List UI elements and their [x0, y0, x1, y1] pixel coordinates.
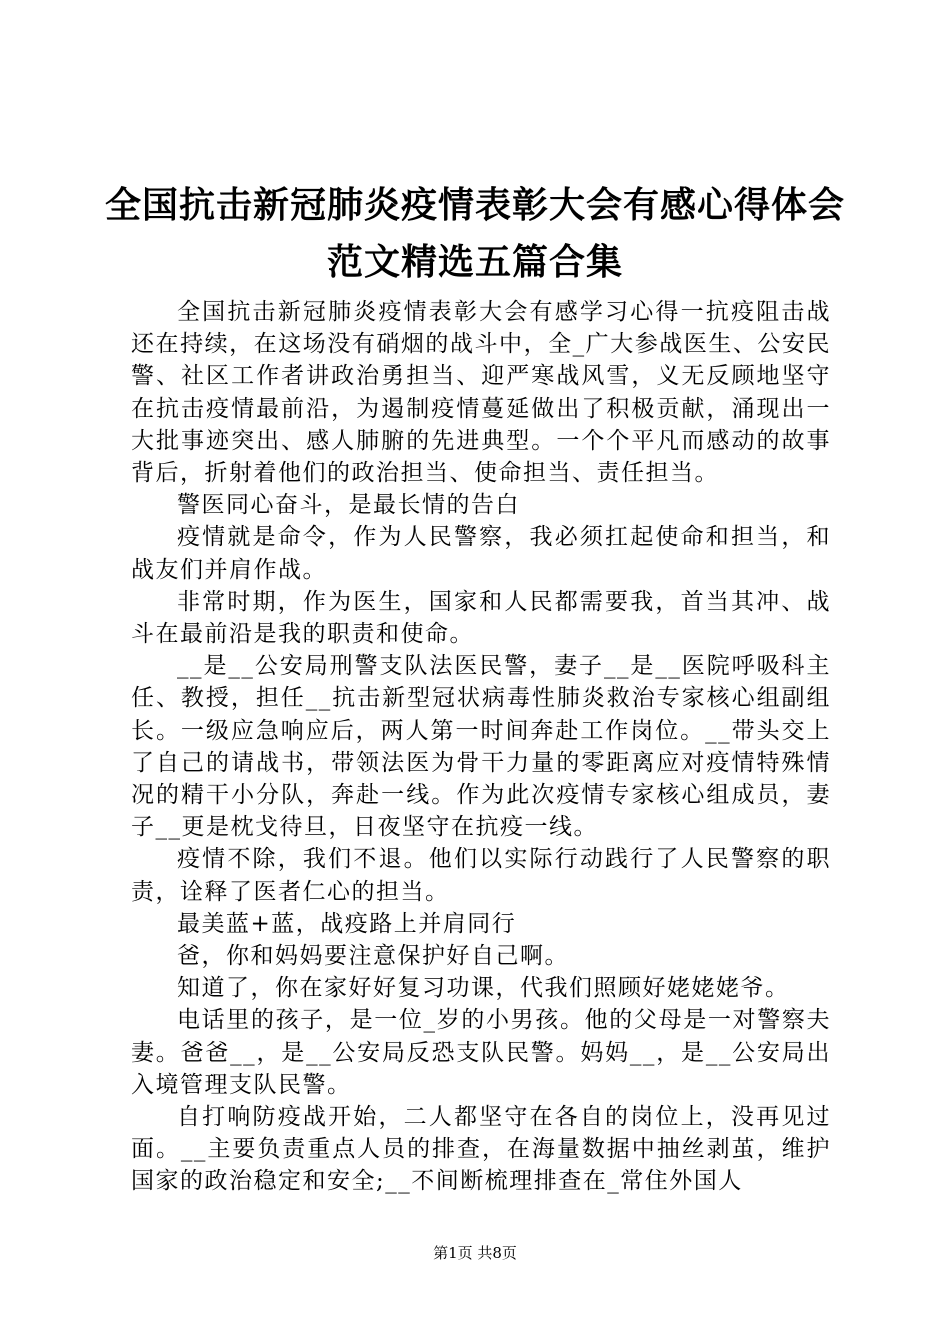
paragraph: 警医同心奋斗，是最长情的告白: [177, 492, 520, 519]
paragraph: 爸，你和妈妈要注意保护好自己啊。: [177, 943, 569, 970]
paragraph: 自打响防疫战开始，二人都坚守在各自的岗位上，没再见过面。__主要负责重点人员的排查，在海量数据中抽丝剥茧，维护国家的政治稳定和安全;__不间断梳理排查在_常住外国人: [131, 1104, 831, 1195]
paragraph: 疫情就是命令，作为人民警察，我必须扛起使命和担当，和战友们并肩作战。: [131, 524, 831, 583]
paragraph: 全国抗击新冠肺炎疫情表彰大会有感学习心得一抗疫阻击战还在持续，在这场没有硝烟的战斗中，全_广大参战医生、公安民警、社区工作者讲政治勇担当、迎严寒战风雪，义无反顾地坚守在抗击疫情最前沿，为遏制疫情蔓延做出了积极贡献，涌现出一大批事迹突出、感人肺腑的先进典型。一个个平凡而感动的故事背后，折射着他们的政治担当、使命担当、责任担当。: [131, 299, 831, 487]
document-title-line-2: 范文精选五篇合集: [326, 242, 623, 283]
paragraph: 疫情不除，我们不退。他们以实际行动践行了人民警察的职责，诠释了医者仁心的担当。: [131, 846, 831, 905]
paragraph: 非常时期，作为医生，国家和人民都需要我，首当其冲、战斗在最前沿是我的职责和使命。: [131, 588, 831, 648]
page-footer: 第1页 共8页: [433, 1244, 517, 1262]
paragraph: 电话里的孩子，是一位_岁的小男孩。他的父母是一对警察夫妻。爸爸__，是__公安局反恐支队民警。妈妈__，是__公安局出入境管理支队民警。: [131, 1007, 831, 1098]
paragraph: 知道了，你在家好好复习功课，代我们照顾好姥姥姥爷。: [177, 975, 790, 1002]
document-body: [131, 296, 831, 1198]
paragraph: 最美蓝+蓝，战疫路上并肩同行: [177, 910, 517, 937]
paragraph: __是__公安局刑警支队法医民警，妻子__是__医院呼吸科主任、教授，担任__抗击新型冠状病毒性肺炎救治专家核心组副组长。一级应急响应后，两人第一时间奔赴工作岗位。__带头交上了自己的请战书，带领法医为骨干力量的零距离应对疫情特殊情况的精干小分队，奔赴一线。作为此次疫情专家核心组成员，妻子__更是枕戈待旦，日夜坚守在抗疫一线。: [131, 653, 831, 841]
document-title-line-1: 全国抗击新冠肺炎疫情表彰大会有感心得体会: [104, 185, 845, 226]
